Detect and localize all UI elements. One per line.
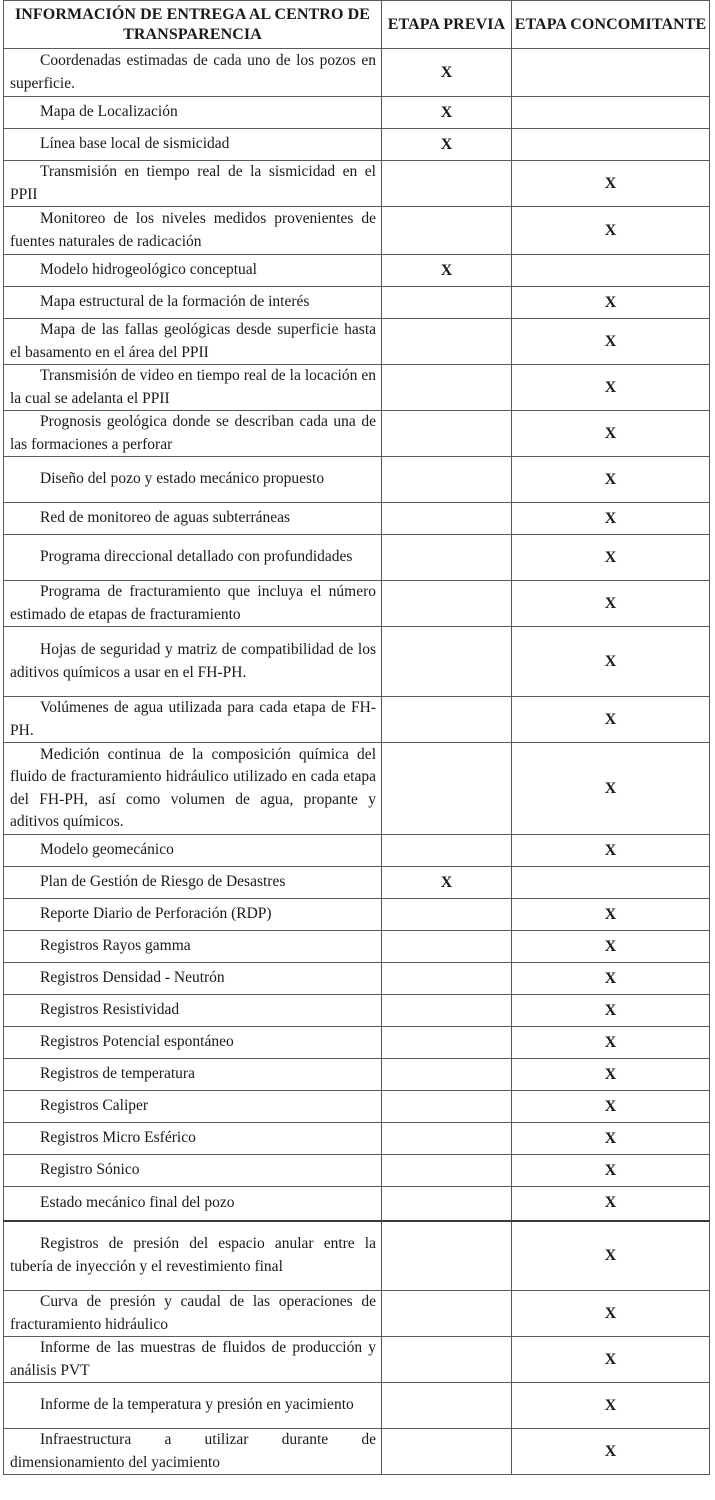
row-description-text: Línea base local de sismicidad [40, 135, 230, 153]
row-description-text: Mapa de las fallas geológicas desde superficie hasta el basamento en el área del PPII [10, 321, 376, 361]
table-row [4, 867, 710, 899]
previa-mark [382, 1155, 512, 1187]
row-description [4, 97, 382, 129]
previa-mark [382, 963, 512, 995]
row-description [4, 457, 382, 503]
row-description-text: Prognosis geológica donde se describan cada una de las formaciones a perforar [10, 413, 376, 453]
row-description [4, 835, 382, 867]
previa-mark [382, 161, 512, 207]
concomitante-mark: X [512, 1291, 710, 1337]
concomitante-mark: X [512, 319, 710, 365]
table-row [4, 503, 710, 535]
table-row [4, 319, 710, 365]
row-description-text: Red de monitoreo de aguas subterráneas [40, 509, 291, 527]
row-description [4, 899, 382, 931]
row-description-text: Informe de la temperatura y presión en yacimiento [40, 1396, 354, 1414]
row-description [4, 1091, 382, 1123]
previa-mark [382, 411, 512, 457]
table-row [4, 287, 710, 319]
row-description-text: Registros de presión del espacio anular entre la tubería de inyección y el revestimiento final [10, 1235, 376, 1275]
row-description-text: Transmisión en tiempo real de la sismicidad en el PPII [10, 163, 376, 203]
previa-mark [382, 1091, 512, 1123]
concomitante-mark: X [512, 835, 710, 867]
previa-mark [382, 535, 512, 581]
previa-mark [382, 1291, 512, 1337]
table-row [4, 161, 710, 207]
table-row [4, 1337, 710, 1383]
previa-mark [382, 1221, 512, 1291]
row-description [4, 867, 382, 899]
concomitante-mark [512, 255, 710, 287]
table-row [4, 1155, 710, 1187]
previa-mark: X [382, 867, 512, 899]
concomitante-mark: X [512, 1027, 710, 1059]
header-row [4, 1, 710, 49]
previa-mark [382, 697, 512, 743]
previa-mark [382, 287, 512, 319]
table-body [4, 49, 710, 1475]
row-description [4, 161, 382, 207]
header-info-column: INFORMACIÓN DE ENTREGA AL CENTRO DE TRANSPARENCIA [4, 1, 382, 49]
concomitante-mark: X [512, 1429, 710, 1475]
row-description [4, 319, 382, 365]
previa-mark [382, 835, 512, 867]
row-description [4, 1221, 382, 1291]
row-description-text: Estado mecánico final del pozo [40, 1194, 235, 1211]
concomitante-mark: X [512, 1383, 710, 1429]
concomitante-mark: X [512, 287, 710, 319]
row-description-text: Programa direccional detallado con profundidades [40, 548, 353, 566]
previa-mark [382, 1429, 512, 1475]
row-description [4, 627, 382, 697]
row-description-text: Diseño del pozo y estado mecánico propuesto [40, 470, 325, 488]
concomitante-mark: X [512, 995, 710, 1027]
concomitante-mark: X [512, 161, 710, 207]
previa-mark [382, 319, 512, 365]
row-description [4, 931, 382, 963]
table-row [4, 49, 710, 97]
previa-mark [382, 931, 512, 963]
concomitante-mark [512, 49, 710, 97]
concomitante-mark: X [512, 535, 710, 581]
concomitante-mark: X [512, 1059, 710, 1091]
previa-mark [382, 1059, 512, 1091]
previa-mark: X [382, 129, 512, 161]
concomitante-mark: X [512, 1155, 710, 1187]
previa-mark [382, 1337, 512, 1383]
row-description-text: Plan de Gestión de Riesgo de Desastres [40, 873, 286, 891]
table-row [4, 207, 710, 255]
row-description [4, 411, 382, 457]
table-row [4, 995, 710, 1027]
table-row [4, 1221, 710, 1291]
row-description [4, 1155, 382, 1187]
previa-mark [382, 899, 512, 931]
table-row [4, 697, 710, 743]
concomitante-mark: X [512, 503, 710, 535]
row-description-text: Volúmenes de agua utilizada para cada etapa de FH-PH. [10, 699, 376, 739]
table-row [4, 1187, 710, 1221]
table-row [4, 627, 710, 697]
previa-mark [382, 581, 512, 627]
concomitante-mark [512, 129, 710, 161]
row-description [4, 1187, 382, 1221]
previa-mark: X [382, 97, 512, 129]
table-row [4, 255, 710, 287]
row-description [4, 255, 382, 287]
table-row [4, 129, 710, 161]
previa-mark [382, 503, 512, 535]
row-description-text: Registros Rayos gamma [40, 937, 191, 955]
row-description [4, 1383, 382, 1429]
row-description [4, 207, 382, 255]
previa-mark [382, 743, 512, 835]
previa-mark [382, 1187, 512, 1221]
row-description-text: Medición continua de la composición química del fluido de fracturamiento hidráulico utilizado en cada etapa del FH-PH, así como volumen de agua, propante y aditivos químicos. [10, 745, 376, 830]
previa-mark [382, 1383, 512, 1429]
table-row [4, 1059, 710, 1091]
row-description [4, 535, 382, 581]
table-row [4, 1027, 710, 1059]
concomitante-mark: X [512, 207, 710, 255]
row-description [4, 1027, 382, 1059]
previa-mark [382, 627, 512, 697]
table-row [4, 1291, 710, 1337]
row-description-text: Programa de fracturamiento que incluya el número estimado de etapas de fracturamiento [10, 583, 376, 623]
table-row [4, 963, 710, 995]
previa-mark [382, 457, 512, 503]
row-description-text: Registros Resistividad [40, 1001, 180, 1019]
row-description [4, 1291, 382, 1337]
table-row [4, 1091, 710, 1123]
row-description-text: Infraestructura a utilizar durante de dimensionamiento del yacimiento [10, 1431, 376, 1471]
previa-mark [382, 365, 512, 411]
row-description [4, 1059, 382, 1091]
row-description [4, 287, 382, 319]
row-description [4, 697, 382, 743]
concomitante-mark [512, 867, 710, 899]
row-description-text: Registros Caliper [40, 1097, 149, 1115]
table-row [4, 1123, 710, 1155]
table-row [4, 457, 710, 503]
previa-mark [382, 1027, 512, 1059]
row-description [4, 1429, 382, 1475]
table-row [4, 835, 710, 867]
concomitante-mark: X [512, 365, 710, 411]
concomitante-mark: X [512, 457, 710, 503]
previa-mark: X [382, 49, 512, 97]
concomitante-mark: X [512, 899, 710, 931]
row-description-text: Registro Sónico [40, 1161, 140, 1179]
row-description [4, 365, 382, 411]
row-description-text: Modelo hidrogeológico conceptual [40, 261, 257, 279]
row-description-text: Curva de presión y caudal de las operaciones de fracturamiento hidráulico [10, 1293, 376, 1333]
row-description [4, 743, 382, 835]
table-row [4, 1429, 710, 1475]
table-row [4, 743, 710, 835]
row-description-text: Mapa estructural de la formación de interés [40, 293, 310, 311]
table-row [4, 411, 710, 457]
previa-mark: X [382, 255, 512, 287]
row-description-text: Registros Potencial espontáneo [40, 1033, 234, 1051]
row-description-text: Reporte Diario de Perforación (RDP) [40, 905, 272, 923]
previa-mark [382, 995, 512, 1027]
concomitante-mark: X [512, 931, 710, 963]
row-description-text: Modelo geomecánico [40, 841, 174, 859]
concomitante-mark: X [512, 1123, 710, 1155]
header-concomitante-column: ETAPA CONCOMITANTE [512, 1, 710, 49]
previa-mark [382, 1123, 512, 1155]
concomitante-mark: X [512, 743, 710, 835]
table-row [4, 365, 710, 411]
row-description [4, 581, 382, 627]
row-description-text: Registros de temperatura [40, 1065, 195, 1083]
concomitante-mark: X [512, 581, 710, 627]
row-description [4, 963, 382, 995]
row-description-text: Registros Densidad - Neutrón [40, 969, 225, 987]
transparency-delivery-table [3, 0, 710, 1475]
concomitante-mark: X [512, 1337, 710, 1383]
concomitante-mark: X [512, 627, 710, 697]
row-description [4, 1337, 382, 1383]
row-description [4, 503, 382, 535]
concomitante-mark: X [512, 963, 710, 995]
row-description-text: Mapa de Localización [40, 103, 178, 121]
concomitante-mark: X [512, 1091, 710, 1123]
concomitante-mark: X [512, 1221, 710, 1291]
row-description [4, 995, 382, 1027]
row-description [4, 1123, 382, 1155]
table-row [4, 931, 710, 963]
row-description-text: Transmisión de video en tiempo real de la locación en la cual se adelanta el PPII [10, 367, 376, 407]
row-description-text: Hojas de seguridad y matriz de compatibilidad de los aditivos químicos a usar en el FH-PH. [10, 641, 376, 681]
row-description-text: Monitoreo de los niveles medidos provenientes de fuentes naturales de radicación [10, 210, 376, 250]
table-row [4, 899, 710, 931]
table-row [4, 97, 710, 129]
table-row [4, 535, 710, 581]
header-previa-column: ETAPA PREVIA [382, 1, 512, 49]
previa-mark [382, 207, 512, 255]
concomitante-mark: X [512, 411, 710, 457]
concomitante-mark: X [512, 1187, 710, 1221]
table-row [4, 581, 710, 627]
concomitante-mark: X [512, 697, 710, 743]
concomitante-mark [512, 97, 710, 129]
row-description-text: Registros Micro Esférico [40, 1129, 196, 1147]
row-description-text: Informe de las muestras de fluidos de producción y análisis PVT [10, 1339, 376, 1379]
row-description-text: Coordenadas estimadas de cada uno de los pozos en superficie. [10, 52, 376, 92]
table-row [4, 1383, 710, 1429]
row-description [4, 49, 382, 97]
row-description [4, 129, 382, 161]
